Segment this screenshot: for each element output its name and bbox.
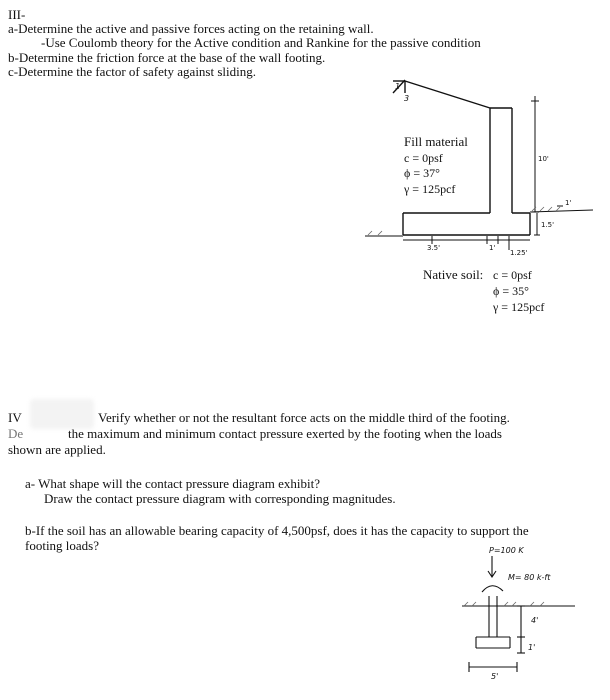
question-3c: c-Determine the factor of safety against sliding. xyxy=(8,64,256,79)
question-3a: a-Determine the active and passive forces acting on the retaining wall. xyxy=(8,21,374,36)
question-4a: a- What shape will the contact pressure diagram exhibit? xyxy=(25,476,321,491)
dim-depth-4ft: 4' xyxy=(531,616,539,625)
question-4b-line1: b-If the soil has an allowable bearing capacity of 4,500psf, does it has the capacity to support the xyxy=(25,523,529,538)
native-soil-label: Native soil: xyxy=(423,267,484,282)
slope-label-3: 3 xyxy=(404,94,410,103)
native-friction-angle: ϕ = 35° xyxy=(493,284,529,298)
dim-stem: 1' xyxy=(489,244,496,252)
dim-footing-thickness: 1.5' xyxy=(541,221,555,229)
section-3-heading: III- xyxy=(8,7,26,22)
dim-heel: 3.5' xyxy=(427,244,441,252)
question-4-line2: the maximum and minimum contact pressure exerted by the footing when the loads xyxy=(68,426,502,441)
question-4a-sub: Draw the contact pressure diagram with corresponding magnitudes. xyxy=(44,491,396,506)
question-3a-sub: -Use Coulomb theory for the Active condition and Rankine for the passive condition xyxy=(41,35,481,50)
question-4-line1: Verify whether or not the resultant force acts on the middle third of the footing. xyxy=(98,410,510,425)
question-4-line3: shown are applied. xyxy=(8,442,106,457)
dim-toe: 1.25' xyxy=(510,249,528,257)
fill-unit-weight: γ = 125pcf xyxy=(404,182,456,196)
fill-material-title: Fill material xyxy=(404,134,468,149)
fill-cohesion: c = 0psf xyxy=(404,151,443,165)
question-4-line2-start: De xyxy=(8,426,24,441)
native-cohesion: c = 0psf xyxy=(493,268,532,282)
dim-thickness-1ft: 1' xyxy=(528,643,536,652)
dim-wall-height: 10' xyxy=(538,155,549,163)
dim-width-5ft: 5' xyxy=(491,672,499,681)
slope-label-1: 1 xyxy=(395,82,401,91)
dim-ground-1ft: 1' xyxy=(565,199,572,207)
moment-m-label: M= 80 k-ft xyxy=(508,573,551,582)
native-unit-weight: γ = 125pcf xyxy=(493,300,545,314)
section-4-heading: IV xyxy=(8,410,22,425)
question-3b: b-Determine the friction force at the base of the wall footing. xyxy=(8,50,326,65)
fill-friction-angle: ϕ = 37° xyxy=(404,166,440,180)
question-4b-line2: footing loads? xyxy=(25,538,100,553)
load-p-label: P=100 K xyxy=(489,546,524,555)
